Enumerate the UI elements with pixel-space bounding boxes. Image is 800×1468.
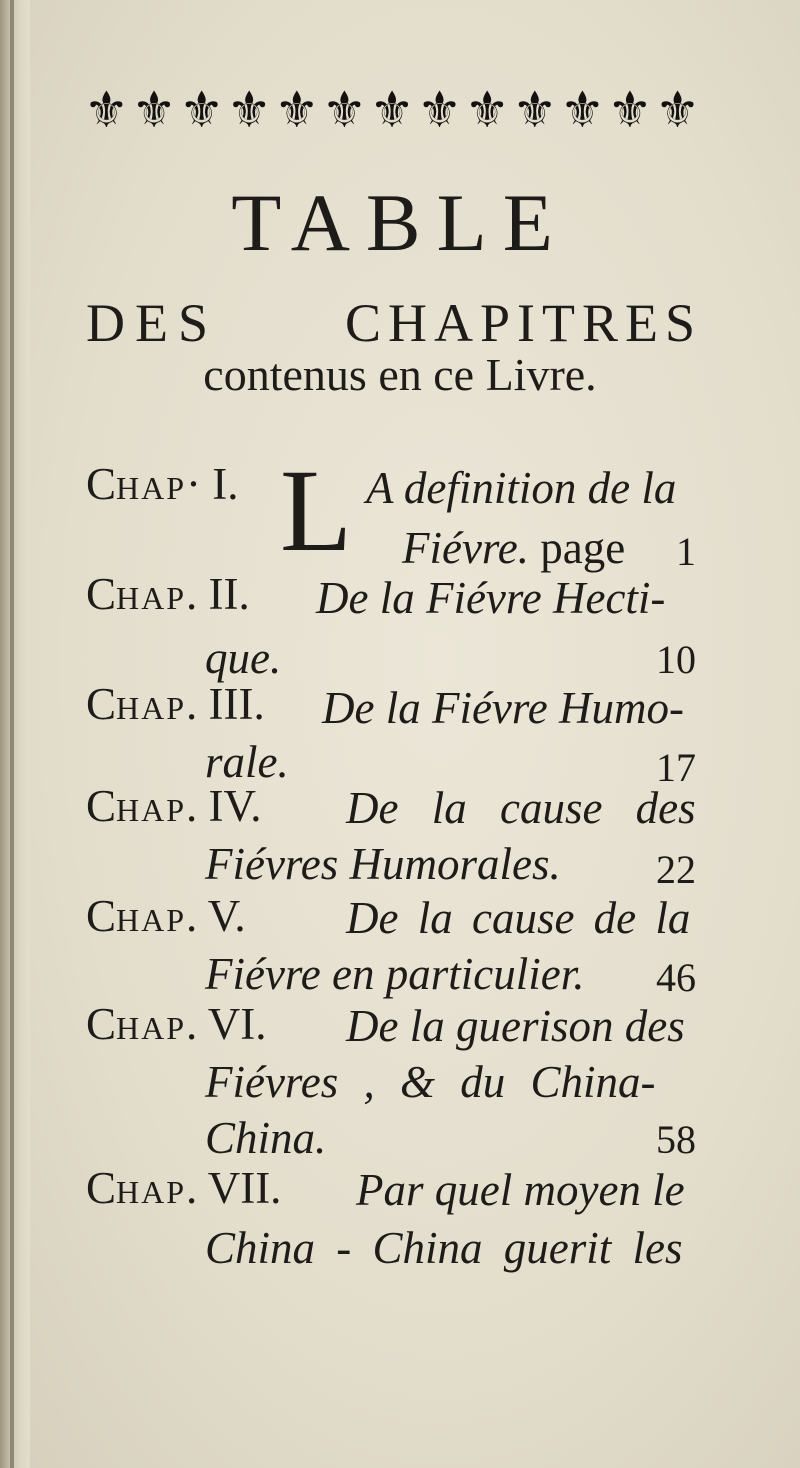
chapter-title-6-line1: De la guerison des — [346, 1001, 685, 1051]
fleur-de-lis-icon: ⚜ — [607, 81, 653, 139]
fleur-de-lis-icon: ⚜ — [655, 81, 700, 139]
fleur-de-lis-icon: ⚜ — [321, 81, 367, 139]
page-number-2: 10 — [656, 637, 696, 682]
page-title: TABLE — [231, 177, 569, 268]
subtitle-word-des: DES — [86, 293, 219, 353]
fleur-de-lis-icon: ⚜ — [369, 81, 415, 139]
fleur-de-lis-icon: ⚜ — [274, 81, 320, 139]
chapter-label-4: CHAP. IV. — [86, 781, 262, 831]
fleur-de-lis-icon: ⚜ — [84, 81, 129, 139]
page-number-3: 17 — [656, 745, 696, 790]
fleur-de-lis-icon: ⚜ — [512, 81, 558, 139]
page-number-5: 46 — [656, 955, 696, 1000]
chapter-title-3-line1: De la Fiévre Humo- — [322, 683, 684, 733]
page-number-6: 58 — [656, 1117, 696, 1162]
fleur-de-lis-icon: ⚜ — [559, 81, 605, 139]
chapter-title-4-line2: Fiévres Humorales. — [205, 839, 561, 889]
chapter-label-5: CHAP. V. — [86, 891, 246, 941]
fleur-de-lis-icon: ⚜ — [226, 81, 272, 139]
fleur-de-lis-icon: ⚜ — [464, 81, 510, 139]
page-subtitle-line: contenus en ce Livre. — [203, 349, 597, 400]
chapter-title-1-line1: A definition de la — [366, 463, 677, 513]
chapter-label-7: CHAP. VII. — [86, 1163, 282, 1213]
chapter-title-7-line1: Par quel moyen le — [356, 1165, 685, 1215]
chapter-label-1: CHAP· I. — [86, 459, 239, 509]
chapter-label-6: CHAP. VI. — [86, 999, 267, 1049]
page-number-4: 22 — [656, 847, 696, 892]
page-number-1: 1 — [676, 529, 696, 574]
subtitle-word-chapitres: CHAPITRES — [344, 293, 702, 353]
fleur-de-lis-icon: ⚜ — [417, 81, 462, 139]
chapter-title-3-line2: rale. — [205, 737, 289, 787]
page-subtitle — [86, 293, 702, 353]
chapter-title-6-line3: China. — [205, 1113, 327, 1163]
chapter-label-2: CHAP. II. — [86, 569, 250, 619]
chapter-title-2-line2: que. — [205, 633, 282, 683]
drop-cap-letter: L — [280, 445, 353, 576]
chapter-title-4-line1: De la cause des — [346, 783, 696, 833]
chapter-title-5-line2: Fiévre en particulier. — [205, 949, 585, 999]
chapter-label-3: CHAP. III. — [86, 679, 265, 729]
fleur-de-lis-icon: ⚜ — [131, 81, 177, 139]
chapter-title-1-line2: Fiévre. page — [402, 523, 626, 573]
chapter-title-7-line2: China - China guerit les — [205, 1223, 683, 1273]
chapter-title-5-line1: De la cause de la — [346, 893, 691, 943]
fleur-de-lis-icon: ⚜ — [179, 81, 225, 139]
chapter-title-6-line2: Fiévres , & du China- — [205, 1057, 656, 1107]
chapter-title-2-line1: De la Fiévre Hecti- — [316, 573, 666, 623]
fleur-de-lis-ornament-band — [84, 70, 700, 150]
